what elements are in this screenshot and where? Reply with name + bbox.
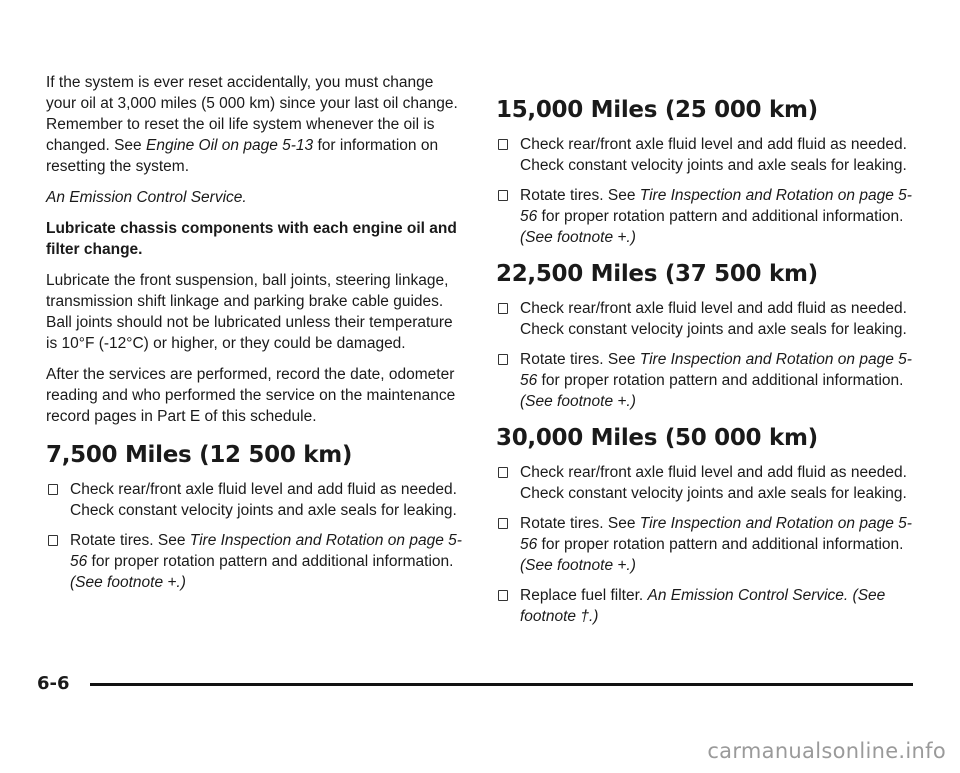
tire-rotation-reference[interactable]: Tire Inspection and Rotation on page 5-56	[520, 515, 912, 553]
list-item: Check rear/front axle fluid level and add fluid as needed. Check constant velocity joints and axle seals for leaking.	[496, 134, 920, 176]
footnote-reference: (See footnote +.)	[70, 574, 186, 591]
reset-paragraph: If the system is ever reset accidentally, you must change your oil at 3,000 miles (5 000 km) since your last oil change. Remember to reset the oil life system whenever the oil is changed. See Engine Oil on page 5-13 for information on resetting the system.	[46, 74, 458, 175]
checkbox-icon	[48, 535, 58, 546]
list-item: Rotate tires. See Tire Inspection and Rotation on page 5-56 for proper rotation pattern and additional information. (See footnote +.)	[496, 185, 920, 248]
checkbox-icon	[498, 303, 508, 314]
footnote-reference: (See footnote †.)	[520, 587, 886, 625]
checklist-22500	[496, 298, 920, 412]
record-paragraph: After the services are performed, record the date, odometer reading and who performed the service on the maintenance record pages in Part E of this schedule.	[46, 366, 456, 425]
engine-oil-reference[interactable]: Engine Oil on page 5-13	[145, 137, 314, 154]
lubricate-heading: Lubricate chassis components with each engine oil and filter change.	[46, 220, 457, 258]
list-item: Check rear/front axle fluid level and add fluid as needed. Check constant velocity joints and axle seals for leaking.	[496, 298, 920, 340]
list-item: Rotate tires. See Tire Inspection and Rotation on page 5-56 for proper rotation pattern and additional information. (See footnote +.)	[496, 513, 920, 576]
footnote-reference: (See footnote +.)	[520, 393, 636, 410]
checkbox-icon	[498, 354, 508, 365]
list-item: Replace fuel filter. An Emission Control Service. (See footnote †.)	[496, 585, 920, 627]
tire-rotation-reference[interactable]: Tire Inspection and Rotation on page 5-56	[70, 532, 462, 570]
emission-service-note: An Emission Control Service.	[647, 587, 849, 604]
page-number: 6-6	[37, 673, 70, 694]
tire-rotation-reference[interactable]: Tire Inspection and Rotation on page 5-56	[520, 187, 912, 225]
lubricate-paragraph: Lubricate the front suspension, ball joints, steering linkage, transmission shift linkage and parking brake cable guides. Ball joints should not be lubricated unless their temperature is 10°F (-12°C) or higher, or they could be damaged.	[46, 272, 453, 352]
list-item: Rotate tires. See Tire Inspection and Rotation on page 5-56 for proper rotation pattern and additional information. (See footnote +.)	[496, 349, 920, 412]
left-column	[46, 72, 466, 605]
list-item: Rotate tires. See Tire Inspection and Rotation on page 5-56 for proper rotation pattern and additional information. (See footnote +.)	[46, 530, 466, 593]
section-title-15000: 15,000 Miles (25 000 km)	[496, 97, 818, 123]
checkbox-icon	[498, 190, 508, 201]
footnote-reference: (See footnote +.)	[520, 557, 636, 574]
checkbox-icon	[498, 139, 508, 150]
checklist-30000	[496, 462, 920, 627]
section-title-7500: 7,500 Miles (12 500 km)	[46, 442, 353, 468]
watermark: carmanualsonline.info	[707, 739, 946, 763]
footer-rule	[90, 683, 913, 686]
footnote-reference: (See footnote +.)	[520, 229, 636, 246]
list-item: Check rear/front axle fluid level and add fluid as needed. Check constant velocity joints and axle seals for leaking.	[496, 462, 920, 504]
checkbox-icon	[498, 518, 508, 529]
checklist-15000	[496, 134, 920, 248]
right-column	[496, 72, 920, 639]
checklist-7500	[46, 479, 466, 593]
checkbox-icon	[48, 484, 58, 495]
section-title-30000: 30,000 Miles (50 000 km)	[496, 425, 818, 451]
checkbox-icon	[498, 467, 508, 478]
service-note: An Emission Control Service.	[46, 189, 247, 206]
tire-rotation-reference[interactable]: Tire Inspection and Rotation on page 5-56	[520, 351, 912, 389]
checkbox-icon	[498, 590, 508, 601]
list-item: Check rear/front axle fluid level and add fluid as needed. Check constant velocity joints and axle seals for leaking.	[46, 479, 466, 521]
section-title-22500: 22,500 Miles (37 500 km)	[496, 261, 818, 287]
